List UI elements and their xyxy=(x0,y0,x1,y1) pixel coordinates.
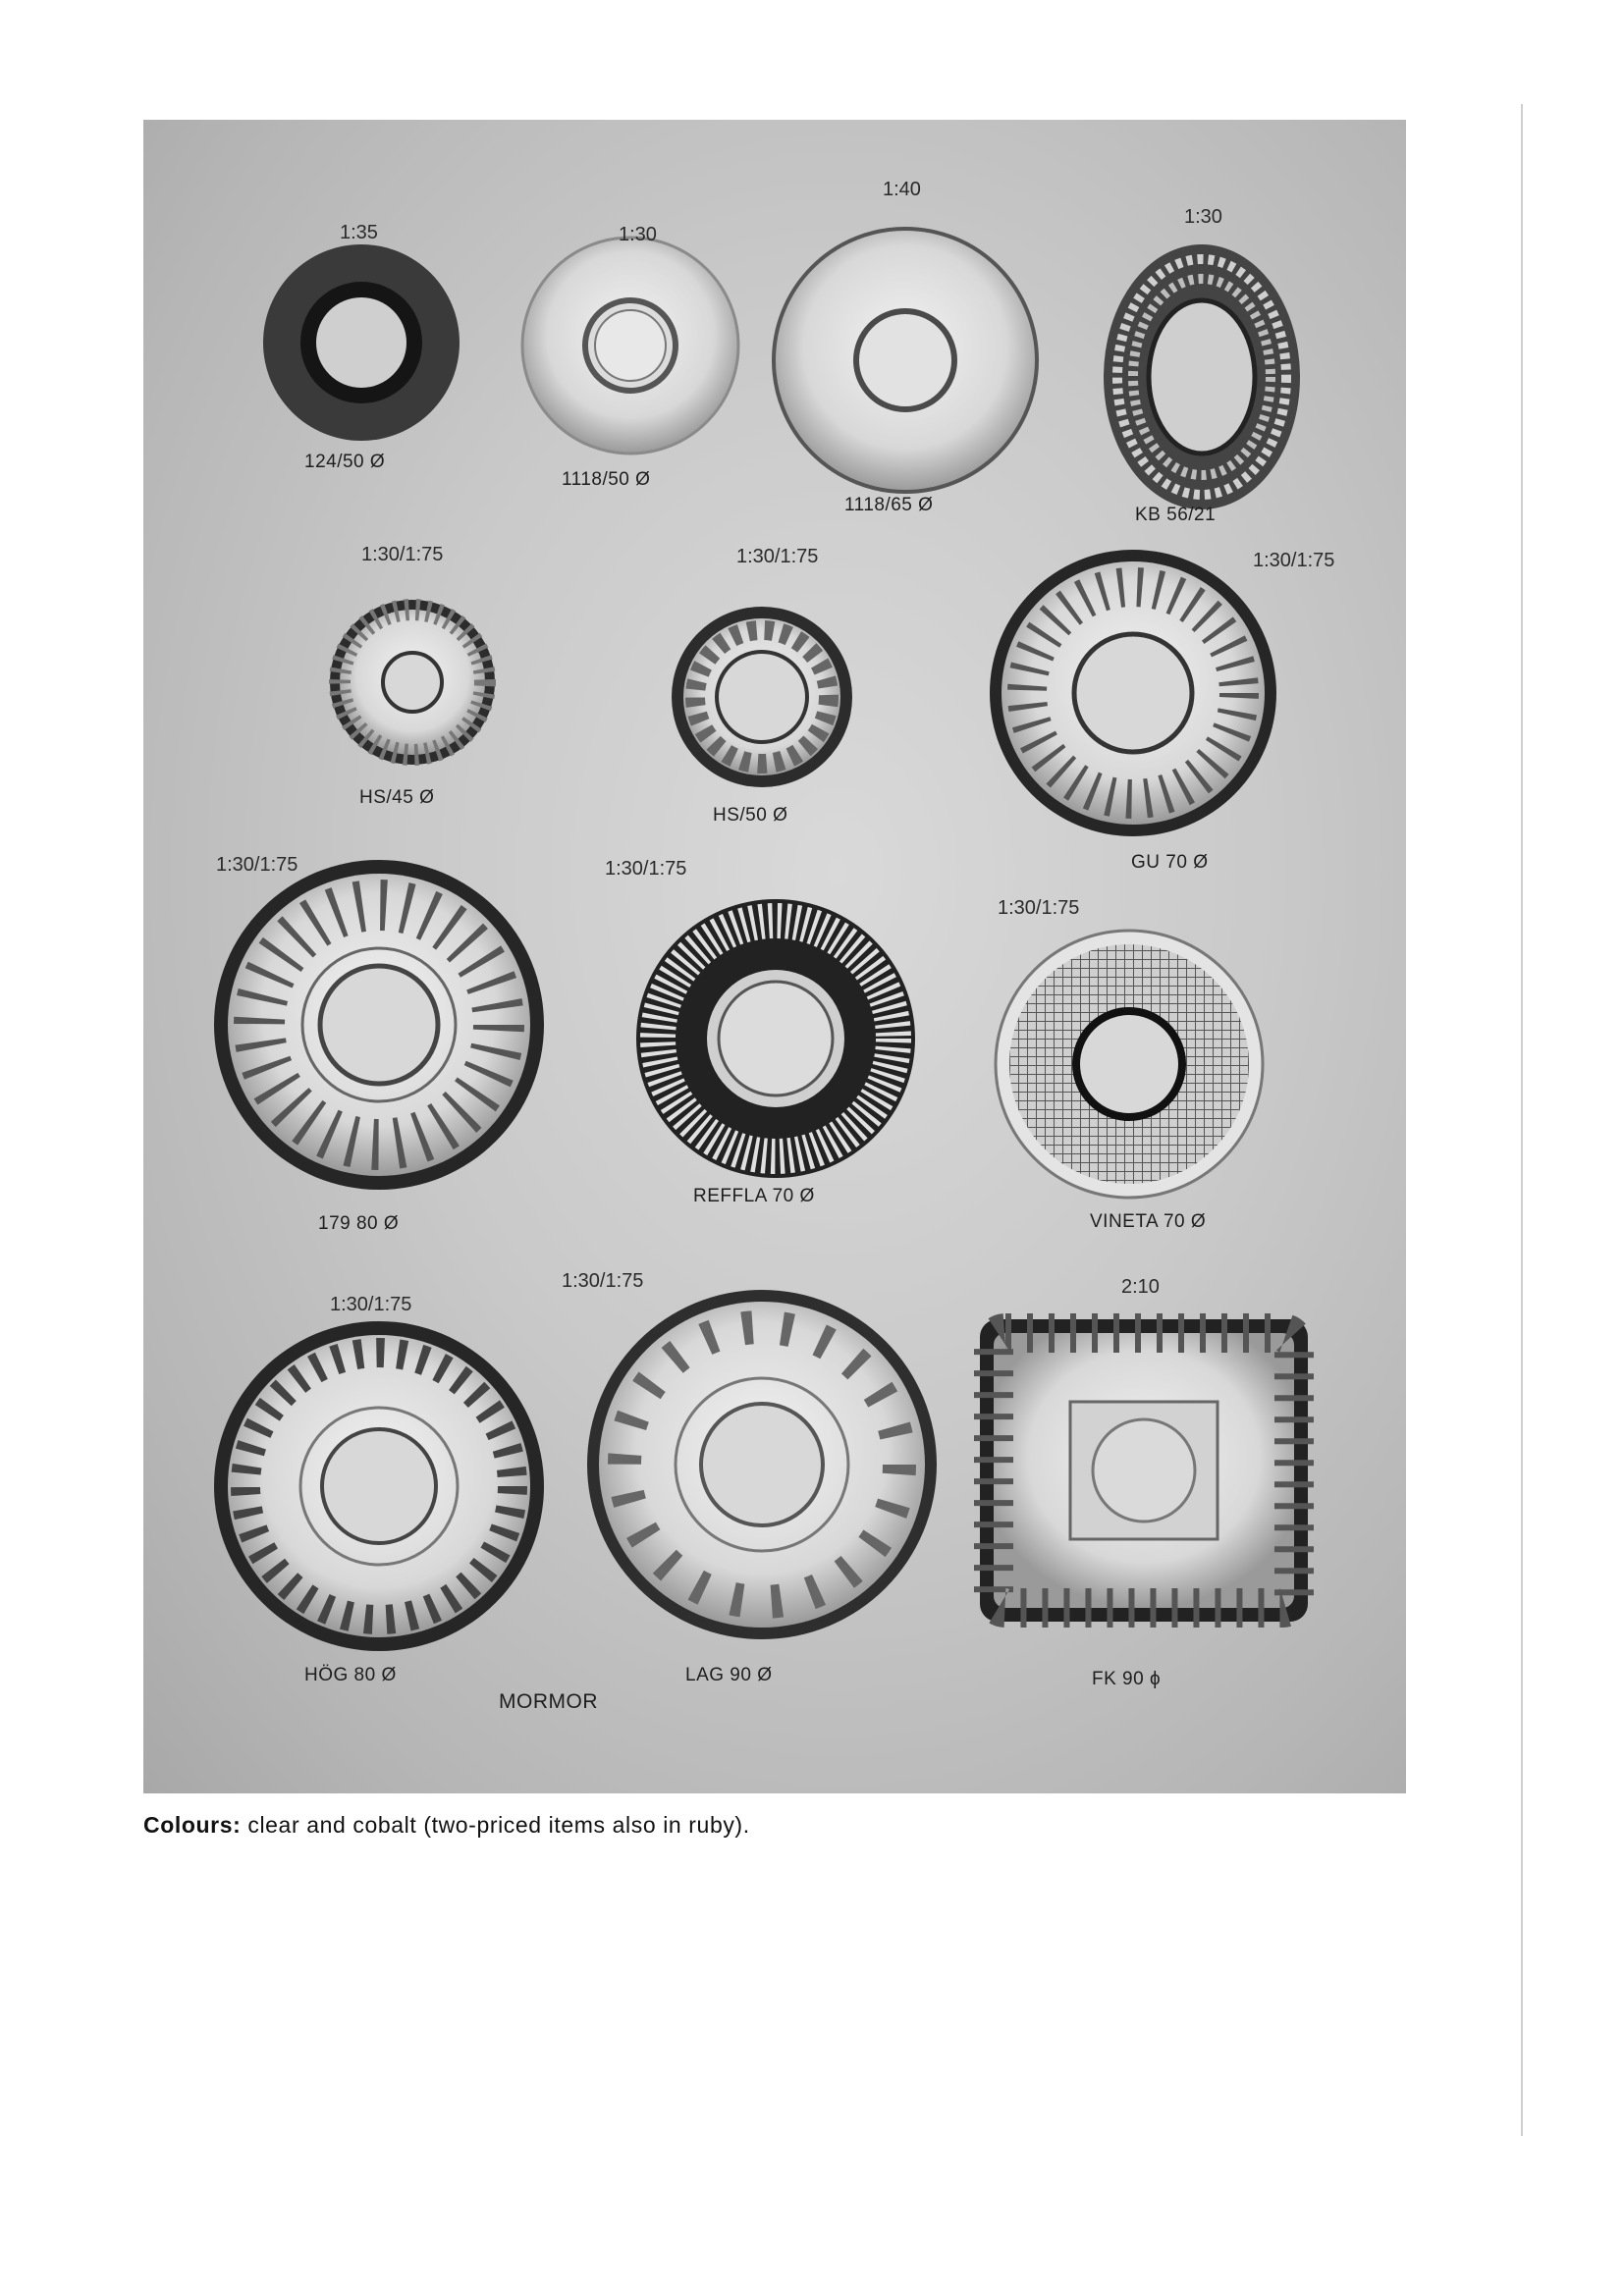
colours-caption xyxy=(143,1812,750,1839)
label-lag: LAG 90 Ø xyxy=(685,1665,773,1685)
ratio-hs-50: 1:30/1:75 xyxy=(736,546,819,567)
label-kb-56-21: KB 56/21 xyxy=(1135,505,1217,525)
label-1118-65: 1118/65 Ø xyxy=(844,495,934,515)
product-photo xyxy=(143,120,1406,1793)
label-mormor: MORMOR xyxy=(499,1690,598,1713)
item-124-50 xyxy=(263,244,460,441)
ratio-hs-45: 1:30/1:75 xyxy=(361,544,444,565)
label-fk: FK 90 ϕ xyxy=(1092,1669,1162,1689)
ratio-fk: 2:10 xyxy=(1121,1276,1160,1298)
ratio-gu-70: 1:30/1:75 xyxy=(1253,550,1335,571)
item-fk xyxy=(980,1319,1308,1622)
item-179 xyxy=(214,860,544,1190)
ratio-lag: 1:30/1:75 xyxy=(562,1270,644,1292)
item-vineta xyxy=(996,931,1263,1198)
page-edge-line xyxy=(1521,104,1523,2136)
label-reffla: REFFLA 70 Ø xyxy=(693,1186,815,1206)
caption-heading: Colours: xyxy=(143,1812,242,1838)
label-hs-45: HS/45 Ø xyxy=(359,787,435,808)
ratio-179: 1:30/1:75 xyxy=(216,854,298,876)
ratio-vineta: 1:30/1:75 xyxy=(998,897,1080,919)
label-vineta: VINETA 70 Ø xyxy=(1090,1211,1207,1232)
label-1118-50: 1118/50 Ø xyxy=(562,469,651,490)
item-kb-56-21 xyxy=(1104,244,1300,509)
ratio-1118-50: 1:30 xyxy=(619,224,657,245)
ratio-hog: 1:30/1:75 xyxy=(330,1294,412,1315)
item-1118-65 xyxy=(774,229,1037,492)
item-hog xyxy=(214,1321,544,1651)
ratio-reffla: 1:30/1:75 xyxy=(605,858,687,880)
label-124-50: 124/50 Ø xyxy=(304,452,386,472)
item-1118-50 xyxy=(522,238,738,454)
ratio-kb-56-21: 1:30 xyxy=(1184,206,1222,228)
label-hs-50: HS/50 Ø xyxy=(713,805,788,826)
item-hs-45 xyxy=(330,600,495,765)
label-hog: HÖG 80 Ø xyxy=(304,1665,397,1685)
ratio-124-50: 1:35 xyxy=(340,222,378,243)
label-179: 179 80 Ø xyxy=(318,1213,400,1234)
ratio-1118-65: 1:40 xyxy=(883,179,921,200)
item-hs-50 xyxy=(672,607,852,787)
glass-items-drawing xyxy=(143,120,1406,1793)
caption-text: clear and cobalt (two-priced items also in ruby). xyxy=(247,1812,750,1838)
item-gu-70 xyxy=(990,550,1276,836)
label-gu-70: GU 70 Ø xyxy=(1131,852,1209,873)
item-lag xyxy=(587,1290,937,1639)
item-reffla xyxy=(636,899,915,1178)
